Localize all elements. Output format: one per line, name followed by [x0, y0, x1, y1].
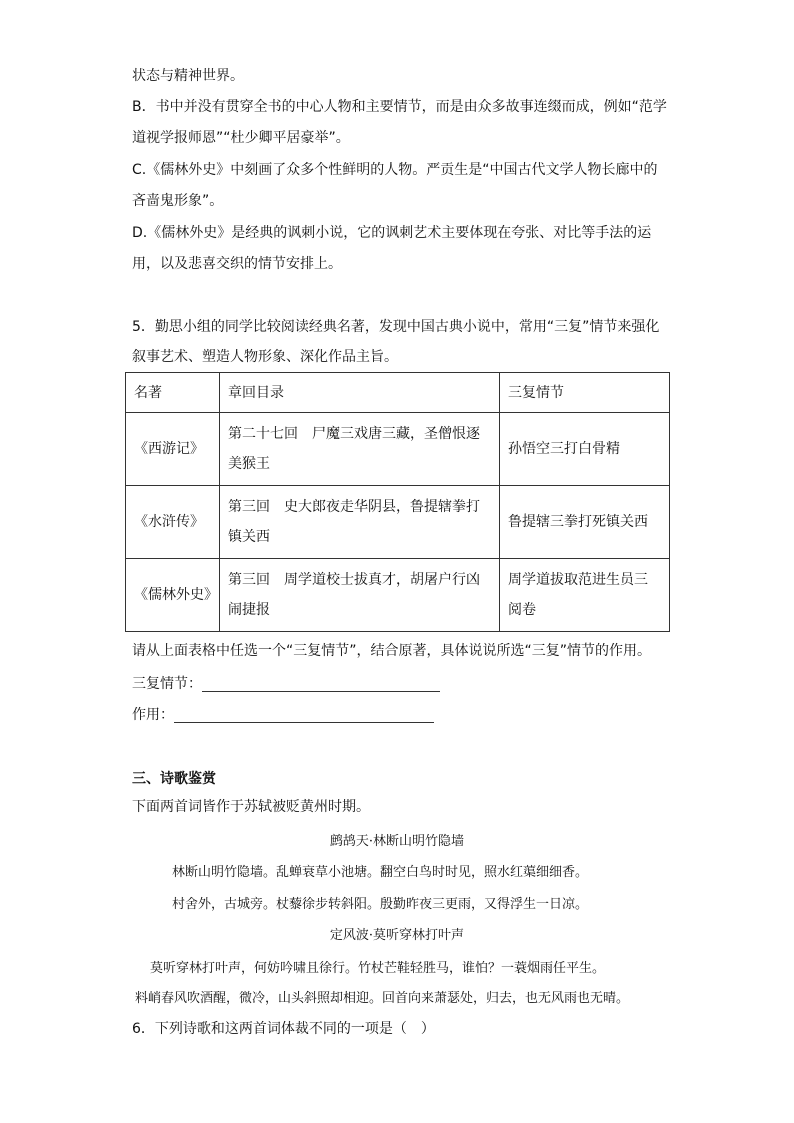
- table-row: [126, 413, 670, 486]
- table-cell-plot: 周学道拔取范进生员三阅卷: [500, 559, 670, 632]
- section-title: 三、诗歌鉴赏: [132, 771, 216, 787]
- option-d-line1: D.《儒林外史》是经典的讽刺小说，它的讽刺艺术主要体现在夸张、对比等手法的运: [132, 225, 652, 241]
- table-row: [126, 559, 670, 632]
- q5-stem-line1: 5．勤思小组的同学比较阅读经典名著，发现中国古典小说中，常用“三复”情节来强化: [132, 319, 660, 335]
- answer-blank-plot[interactable]: [202, 675, 440, 692]
- option-d-line2: 用，以及悲喜交织的情节安排上。: [132, 256, 342, 272]
- option-a-tail: 状态与精神世界。: [132, 68, 244, 84]
- option-b-line1: B．书中并没有贯穿全书的中心人物和主要情节，而是由众多故事连缀而成，例如“范学: [132, 99, 667, 115]
- field-plot: [132, 674, 440, 694]
- poem2-line2: 料峭春风吹酒醒，微冷，山头斜照却相迎。回首向来萧瑟处，归去，也无风雨也无晴。: [135, 991, 630, 1006]
- table-cell-plot: 孙悟空三打白骨精: [500, 413, 670, 486]
- table-cell-book: 《西游记》: [126, 413, 220, 486]
- table-row: [126, 486, 670, 559]
- poem1-line2: 村舍外，古城旁。杖藜徐步转斜阳。殷勤昨夜三更雨，又得浮生一日凉。: [172, 897, 589, 912]
- table-cell-plot: 鲁提辖三拳打死镇关西: [500, 486, 670, 559]
- table-cell-book: 《儒林外史》: [126, 559, 220, 632]
- q6-stem: 6．下列诗歌和这两首词体裁不同的一项是（ ）: [132, 1021, 435, 1037]
- table-cell-chapter: 第三回 周学道校士拔真才，胡屠户行凶闹捷报: [220, 559, 500, 632]
- field-plot-label: 三复情节：: [132, 676, 202, 692]
- poem2-line1: 莫听穿林打叶声，何妨吟啸且徐行。竹杖芒鞋轻胜马，谁怕？一蓑烟雨任平生。: [150, 961, 606, 976]
- field-effect: [132, 705, 434, 725]
- novel-comparison-table: [125, 372, 670, 632]
- field-effect-label: 作用：: [132, 707, 174, 723]
- option-c-line1: C.《儒林外史》中刻画了众多个性鲜明的人物。严贡生是“中国古代文学人物长廊中的: [132, 162, 658, 178]
- q5-stem-line2: 叙事艺术、塑造人物形象、深化作品主旨。: [132, 349, 398, 365]
- table-header-cell: 名著: [126, 373, 220, 413]
- option-c-line2: 吝啬鬼形象”。: [132, 193, 224, 209]
- option-b-line2: 道视学报师恩”“杜少卿平居豪举”。: [132, 130, 350, 146]
- table-header-row: [126, 373, 670, 413]
- table-cell-book: 《水浒传》: [126, 486, 220, 559]
- table-cell-chapter: 第二十七回 尸魔三戏唐三藏，圣僧恨逐美猴王: [220, 413, 500, 486]
- q5-prompt: 请从上面表格中任选一个“三复情节”，结合原著，具体说说所选“三复”情节的作用。: [132, 643, 652, 659]
- poem1-title: 鹧鸪天·林断山明竹隐墙: [329, 834, 465, 849]
- poem1-line1: 林断山明竹隐墙。乱蝉衰草小池塘。翻空白鸟时时见，照水红蕖细细香。: [172, 865, 589, 880]
- section-intro: 下面两首词皆作于苏轼被贬黄州时期。: [132, 799, 370, 815]
- table-header-cell: 三复情节: [500, 373, 670, 413]
- answer-blank-effect[interactable]: [174, 706, 434, 723]
- table-header-cell: 章回目录: [220, 373, 500, 413]
- table-cell-chapter: 第三回 史大郎夜走华阴县，鲁提辖拳打镇关西: [220, 486, 500, 559]
- poem2-title: 定风波·莫听穿林打叶声: [329, 928, 465, 943]
